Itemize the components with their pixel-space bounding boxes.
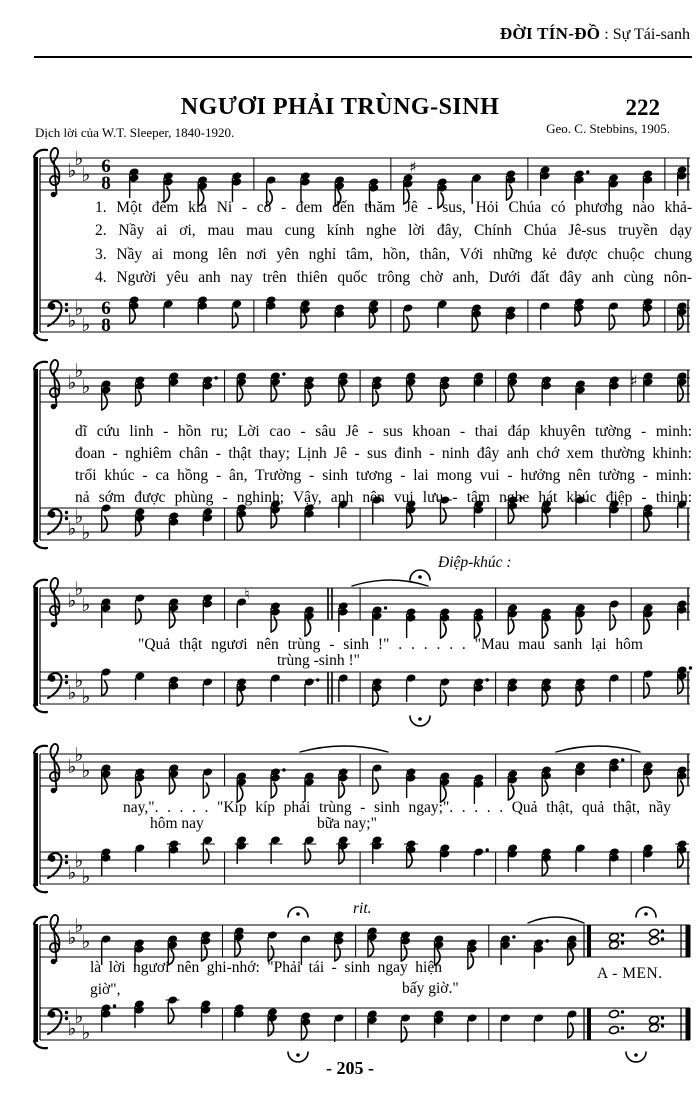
- svg-text:♭: ♭: [67, 372, 77, 394]
- hymn-number: 222: [625, 95, 660, 120]
- header-category: ĐỜI TÍN-ĐỒ: [499, 24, 601, 43]
- refrain-label: Điệp-khúc :: [438, 554, 512, 571]
- page-header: [500, 24, 690, 44]
- svg-text:♭: ♭: [81, 522, 91, 544]
- refrain-line-2-echo2: bữa nay;": [317, 815, 377, 832]
- refrain-line-3-echo: bấy giờ.": [402, 980, 459, 997]
- verse2-line-3: trổi khúc - ca hồng - ân, Trường - sinh tương - lai mong vui - hưởng nên tường - minh:: [75, 467, 692, 484]
- hymn-title: NGƯƠI PHẢI TRÙNG-SINH: [180, 94, 500, 120]
- svg-text:♭: ♭: [74, 298, 84, 320]
- svg-text:♭: ♭: [74, 578, 84, 600]
- translator-credit: Dịch lời của W.T. Sleeper, 1840-1920.: [35, 125, 235, 140]
- svg-text:♭: ♭: [67, 160, 77, 182]
- svg-text:♭: ♭: [67, 518, 77, 540]
- svg-text:♭: ♭: [74, 670, 84, 692]
- svg-text:♭: ♭: [67, 862, 77, 884]
- refrain-line-1: "Quả thật ngươi nên trùng - sinh !" . . . . . . "Mau mau sanh lại hôm: [138, 636, 643, 653]
- svg-text:♭: ♭: [81, 314, 91, 336]
- svg-text:♭: ♭: [74, 1006, 84, 1028]
- verse2-line-2: đoan - nghiêm chân - thật thay; Lịnh Jê - sus đinh - ninh đây anh chớ xem thường khinh:: [75, 445, 692, 462]
- svg-text:♭: ♭: [74, 850, 84, 872]
- svg-text:8: 8: [101, 173, 111, 194]
- page-number: - 205 -: [326, 1058, 374, 1078]
- svg-text:♭: ♭: [81, 866, 91, 888]
- svg-text:♭: ♭: [81, 931, 91, 953]
- svg-text:6: 6: [101, 298, 111, 319]
- svg-text:8: 8: [101, 315, 111, 336]
- svg-text:♭: ♭: [81, 594, 91, 616]
- rit-marking: rit.: [353, 900, 372, 917]
- verse2-line-4: nả sớm được phùng - nghinh; Vậy, anh nên vui lưu - tâm nghe hát khúc điệp - thinh:: [75, 489, 692, 506]
- svg-text:♭: ♭: [67, 756, 77, 778]
- svg-text:♭: ♭: [67, 590, 77, 612]
- verse-line-1: 1. Một đêm kia Ni - cô - đem đến thăm Jê - sus, Hỏi Chúa có phương nào khả-: [95, 199, 692, 216]
- svg-text:♭: ♭: [81, 760, 91, 782]
- svg-text:♯: ♯: [201, 375, 209, 393]
- svg-text:♯: ♯: [630, 372, 638, 390]
- svg-text:♭: ♭: [74, 506, 84, 528]
- svg-text:♭: ♭: [81, 1022, 91, 1044]
- svg-text:♭: ♭: [67, 682, 77, 704]
- svg-text:♭: ♭: [67, 927, 77, 949]
- refrain-line-2-echo1: hôm nay: [150, 815, 204, 832]
- svg-text:♯: ♯: [409, 158, 417, 176]
- svg-text:♭: ♭: [81, 686, 91, 708]
- refrain-line-3: là lời ngươi nên ghi-nhớ: "Phải tái - sinh ngay hiện giờ",: [90, 959, 442, 998]
- verse-line-3: 3. Nầy ai mong lên nơi yên nghỉ tâm, hồn, thân, Với những kẻ được chuộc chung: [95, 246, 692, 263]
- svg-text:♭: ♭: [67, 1018, 77, 1040]
- verse-line-2: 2. Nầy ai ơi, mau mau cung kính nghe lời đây, Chính Chúa Jê-sus truyền dạy: [95, 222, 692, 239]
- header-rule: [34, 56, 692, 58]
- svg-text:♭: ♭: [74, 148, 84, 170]
- verse2-line-1: dĩ cứu linh - hồn ru; Lời cao - sâu Jê - sus khoan - thai đáp khuyên tường - minh:: [75, 423, 692, 440]
- svg-text:♭: ♭: [67, 310, 77, 332]
- svg-text:♭: ♭: [74, 744, 84, 766]
- amen-text: A - MEN.: [597, 965, 663, 982]
- svg-text:6: 6: [101, 156, 111, 177]
- svg-text:♮: ♮: [244, 585, 250, 603]
- composer-credit: Geo. C. Stebbins, 1905.: [546, 121, 670, 136]
- svg-text:♭: ♭: [81, 164, 91, 186]
- header-subtitle: : Sự Tái-sanh: [600, 26, 690, 43]
- verse-line-4: 4. Người yêu anh nay trên thiên quốc trông chờ anh, Dưới đất đây anh cùng nôn-: [95, 269, 692, 286]
- refrain-line-2: nay,". . . . . "Kíp kíp phải trùng - sinh ngay;". . . . . Quả thật, quả thật, nầy: [123, 799, 671, 816]
- refrain-line-1-echo: trùng -sinh !": [277, 652, 360, 669]
- svg-text:♭: ♭: [74, 360, 84, 382]
- svg-text:♭: ♭: [81, 376, 91, 398]
- svg-text:♭: ♭: [74, 915, 84, 937]
